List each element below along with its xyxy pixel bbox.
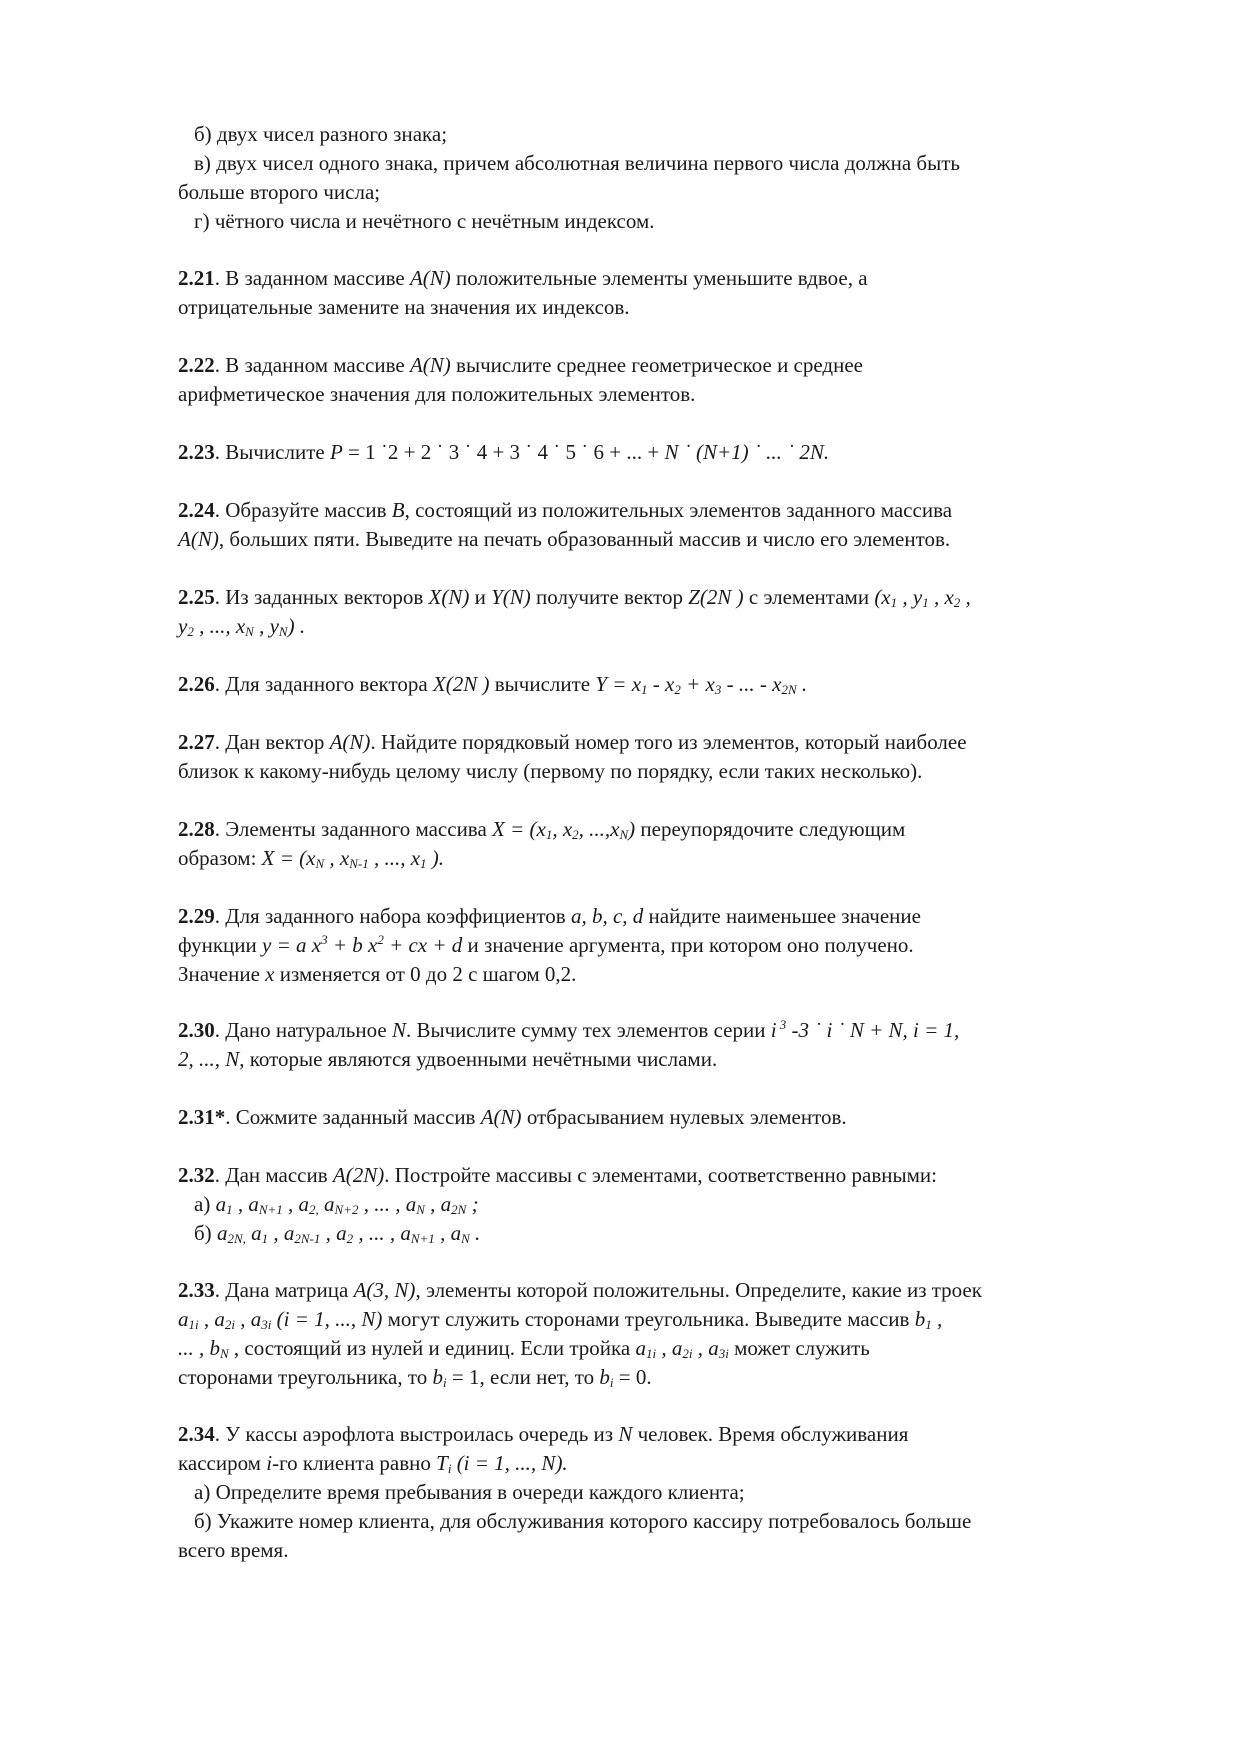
math: A(N): [329, 730, 371, 754]
math: ... , $b_N$: [178, 1336, 229, 1361]
problem-number: 2.28: [178, 817, 215, 841]
math: a, b, c, d: [570, 904, 644, 928]
text: с элементами: [743, 585, 875, 609]
text: , состоящий из положительных элементов заданного массива: [404, 498, 953, 522]
text: и: [469, 585, 492, 609]
math: y = a $x^3 + b$ $x^2$ + cx + d: [262, 932, 463, 957]
text: . Дана матрица: [214, 1278, 354, 1302]
text: б): [194, 1221, 217, 1245]
math: 2, ..., N: [178, 1047, 240, 1071]
text: сторонами треугольника, то: [178, 1365, 433, 1389]
math: $X = (x_1$, $x_2$, $...,x_N$): [492, 817, 636, 842]
math: A(N): [480, 1105, 522, 1129]
text: . Для заданного вектора: [214, 672, 433, 696]
text: -го клиента равно: [272, 1451, 437, 1475]
text: . В заданном массиве: [214, 353, 410, 377]
sub-item-a: а) Определите время пребывания в очереди каждого клиента;: [194, 1480, 745, 1504]
text: отрицательные замените на значения их индексов.: [178, 295, 630, 319]
problem-2-23: [178, 438, 1148, 467]
text: отбрасыванием нулевых элементов.: [521, 1105, 847, 1129]
problem-2-30: [178, 1016, 1148, 1074]
problem-number: 2.29: [178, 904, 215, 928]
problem-number: 2.31*: [178, 1105, 226, 1129]
text: = 1, если нет, то: [446, 1365, 600, 1389]
intro-items: [178, 120, 1148, 236]
math: $y_2$ , ..., $x_N$ , $y_N$) .: [178, 614, 306, 639]
math: N: [391, 1018, 406, 1042]
math: $b_i$: [432, 1365, 447, 1390]
problem-2-29: [178, 902, 1148, 989]
math: X(2N ): [432, 672, 490, 696]
problem-2-22: [178, 351, 1148, 409]
text: получите вектор: [530, 585, 689, 609]
problem-number: 2.21: [178, 266, 215, 290]
item-g: г) чётного числа и нечётного с нечётным индексом.: [194, 209, 655, 233]
math: A(2N): [332, 1163, 385, 1187]
math: A(3, N): [353, 1278, 416, 1302]
text: , которые являются удвоенными нечётными числами.: [239, 1047, 718, 1071]
math: $Y = x_1 - x_2 + x_3$ - ... - $x_{2N}$ .: [595, 672, 808, 697]
problem-2-32: [178, 1161, 1148, 1248]
text: найдите наименьшее значение: [643, 904, 921, 928]
text: человек. Время обслуживания: [632, 1422, 909, 1446]
text: переупорядочите следующим: [635, 817, 906, 841]
text: . Сожмите заданный массив: [225, 1105, 481, 1129]
text: изменяется от 0 до 2 с шагом 0,2.: [274, 962, 577, 986]
math: Z(2N ): [688, 585, 744, 609]
text: функции: [178, 933, 262, 957]
problem-2-21: [178, 264, 1148, 322]
text: , состоящий из нулей и единиц. Если тройка: [228, 1336, 636, 1360]
math: $a_1$ , $a_{N+1}$ , $a_{2,}$ $a_{N+2}$ , ... , $a_N$ , $a_{2N}$ ;: [215, 1192, 479, 1217]
math: i: [266, 1451, 273, 1475]
problem-number: 2.34: [178, 1422, 215, 1446]
math: = 1 ˙2 + 2 ˙ 3 ˙ 4 + 3 ˙ 4 ˙ 5 ˙ 6 + ... +: [342, 440, 665, 464]
text: положительные элементы уменьшите вдвое, а: [450, 266, 868, 290]
text: вычислите среднее геометрическое и среднее: [450, 353, 863, 377]
math: A(N): [409, 353, 451, 377]
text: всего время.: [178, 1538, 289, 1562]
problem-number: 2.32: [178, 1163, 215, 1187]
problem-number: 2.24: [178, 498, 215, 522]
math: N: [618, 1422, 633, 1446]
math: $X = (x_N$ , $x_{N-1}$ , ..., $x_1$ ).: [261, 846, 445, 871]
text: кассиром: [178, 1451, 267, 1475]
math: A(N): [178, 527, 219, 551]
text: = 0.: [613, 1365, 652, 1389]
math: i $^3$ -3 ˙ i ˙ N + N, i = 1,: [770, 1017, 960, 1042]
math: N ˙ (N+1) ˙ ... ˙ 2N.: [664, 440, 830, 464]
math: P: [329, 440, 343, 464]
math: $a_{2N,}$ $a_1$ , $a_{2N-1}$ , $a_2$ , ... , $a_{N+1}$ , $a_N$ .: [216, 1221, 481, 1246]
text: . В заданном массиве: [214, 266, 410, 290]
text: а): [194, 1192, 216, 1216]
sub-item-b: б) Укажите номер клиента, для обслуживания которого кассиру потребовалось больше: [194, 1509, 972, 1533]
text: может служить: [728, 1336, 870, 1360]
problem-number: 2.26: [178, 672, 215, 696]
item-v-line1: в) двух чисел одного знака, причем абсолютная величина первого числа должна быть: [194, 151, 960, 175]
math: Y(N): [491, 585, 531, 609]
problem-2-26: [178, 670, 1148, 699]
text: вычислите: [489, 672, 596, 696]
text: . Вычислите сумму тех элементов серии: [405, 1018, 771, 1042]
text: могут служить сторонами треугольника. Выведите массив: [382, 1307, 915, 1331]
math: X(N): [428, 585, 470, 609]
text: . Элементы заданного массива: [214, 817, 493, 841]
problem-2-24: [178, 496, 1148, 554]
text: и значение аргумента, при котором оно получено.: [462, 933, 914, 957]
problem-number: 2.30: [178, 1018, 215, 1042]
text: . Образуйте массив: [214, 498, 392, 522]
problem-number: 2.25: [178, 585, 215, 609]
text: . Дан вектор: [214, 730, 330, 754]
text: . Найдите порядковый номер того из элементов, который наиболее: [370, 730, 967, 754]
problem-2-28: [178, 815, 1148, 873]
problem-2-27: [178, 728, 1148, 786]
text: . Постройте массивы с элементами, соответственно равными:: [384, 1163, 937, 1187]
math: $b_i$: [599, 1365, 614, 1390]
math: B: [391, 498, 405, 522]
item-b: б) двух чисел разного знака;: [194, 122, 448, 146]
text: Значение: [178, 962, 266, 986]
text: . Вычислите: [214, 440, 330, 464]
text: . У кассы аэрофлота выстроилась очередь из: [214, 1422, 619, 1446]
math: $a_{1i}$ , $a_{2i}$ , $a_{3i}$: [635, 1336, 729, 1361]
problem-2-25: [178, 583, 1148, 641]
problem-2-31: [178, 1103, 1148, 1132]
text: близок к какому-нибудь целому числу (первому по порядку, если таких несколько).: [178, 759, 923, 783]
problem-2-33: [178, 1276, 1148, 1392]
text: , элементы которой положительны. Определите, какие из троек: [415, 1278, 982, 1302]
text: . Дано натуральное: [214, 1018, 392, 1042]
math: $T_i$ (i = 1, ..., N).: [436, 1451, 568, 1476]
problem-number: 2.33: [178, 1278, 215, 1302]
text: арифметическое значения для положительных элементов.: [178, 382, 696, 406]
text: , больших пяти. Выведите на печать образованный массив и число его элементов.: [218, 527, 951, 551]
math: A(N): [409, 266, 451, 290]
text: . Из заданных векторов: [214, 585, 429, 609]
math: ($x_1$ , $y_1$ , $x_2$ ,: [874, 585, 971, 610]
problem-2-34: [178, 1420, 1148, 1565]
math: x: [265, 962, 275, 986]
problem-number: 2.23: [178, 440, 215, 464]
item-v-line2: больше второго числа;: [178, 180, 381, 204]
problem-number: 2.22: [178, 353, 215, 377]
text: . Для заданного набора коэффициентов: [214, 904, 571, 928]
problem-number: 2.27: [178, 730, 215, 754]
math: $a_{1i}$ , $a_{2i}$ , $a_{3i}$ (i = 1, ..., N): [178, 1307, 383, 1332]
text: образом:: [178, 846, 262, 870]
math: $b_1$ ,: [914, 1307, 943, 1332]
text: . Дан массив: [214, 1163, 333, 1187]
